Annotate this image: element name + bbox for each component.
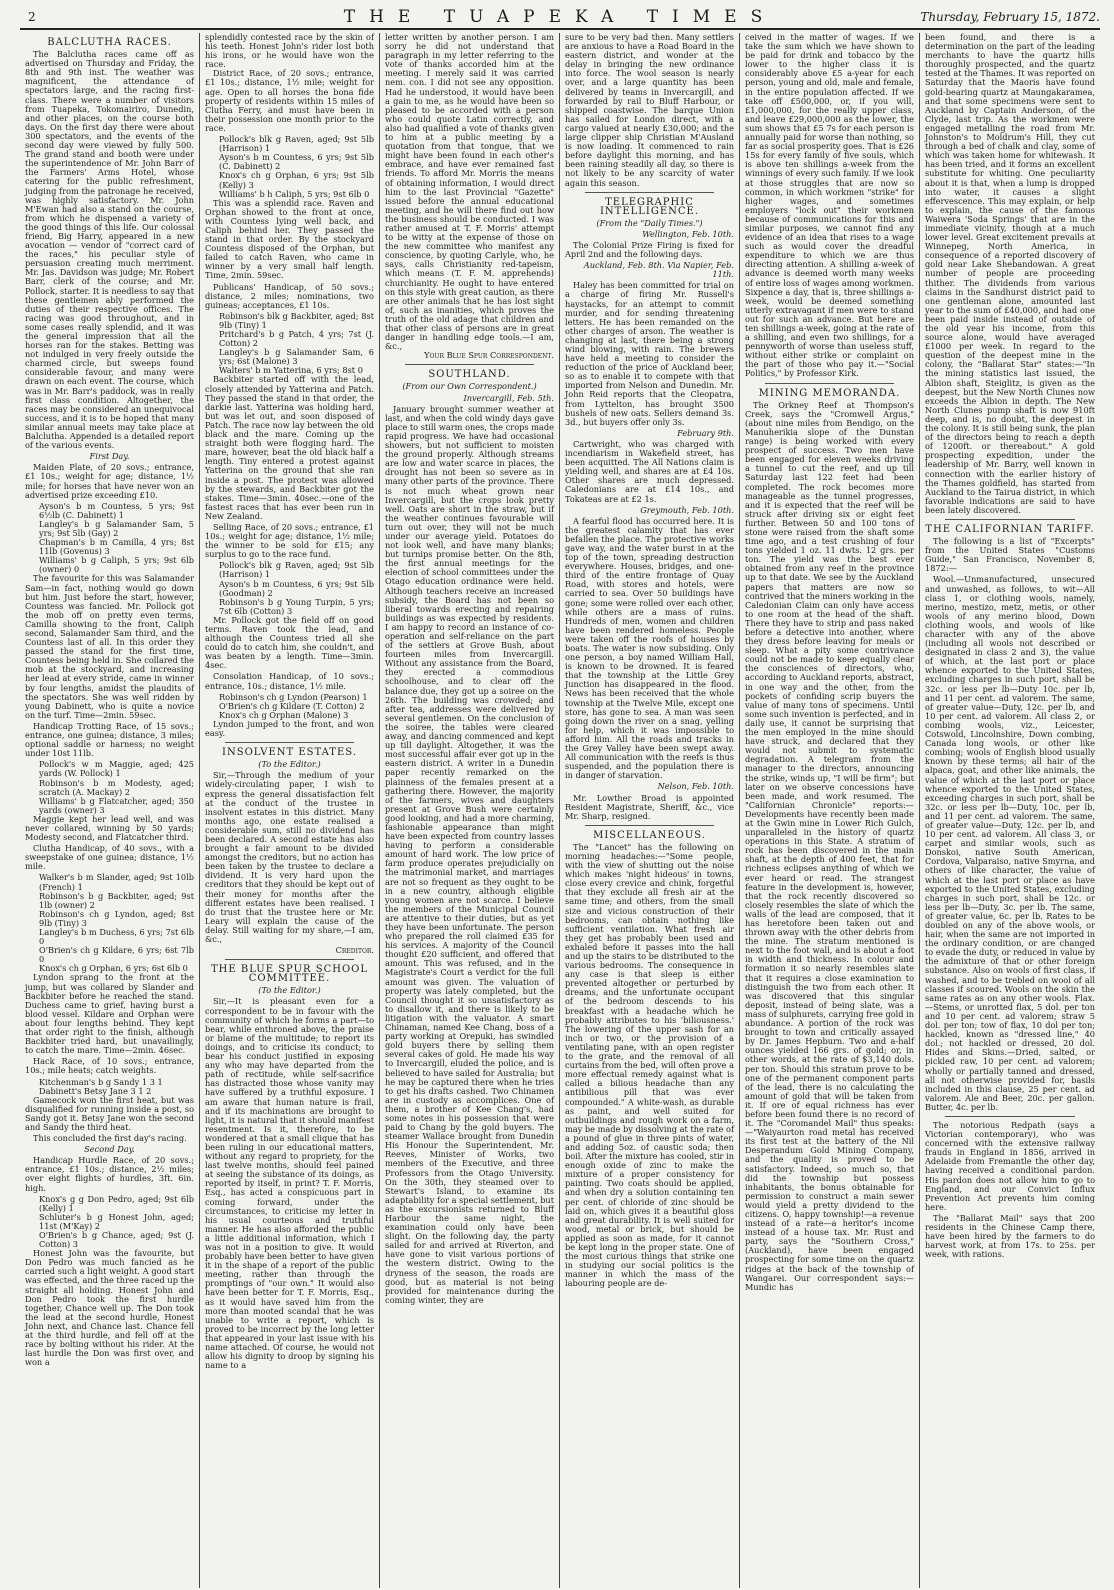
race-report: This was a splendid race. Raven and Orphan showed to the front at once, with Countess lying well back, and Caliph behind her. They passed the stand in that order. By the stockyard Countess disposed of the Orphan, but failed to catch Raven, who came in winner by a very small half length. Time, 2min. 59sec. xyxy=(205,197,374,281)
race-report: Lyndon sprang to the front at the jump, but was collared by Slander and Backbiter before he reached the stand. Duchess came to grief, having burst a blood vessel. Kildare and Orphan were about four lengths behind. They kept that order right to the finish, although Backbiter tried hard, but unavailingly, to catch the mare. Time—2min. 46sec. xyxy=(25,972,194,1056)
race-report: This concluded the first day's racing. xyxy=(33,1133,187,1144)
telegraphic-heading: TELEGRAPHIC INTELLIGENCE. xyxy=(599,196,700,217)
race-conditions: Consolation Handicap, of 10 sovs.; entrance, 10s.; distance, 1½ mile. xyxy=(205,671,374,691)
article-continuation: sure to be very bad then. Many settlers are anxious to have a Road Board in the eastern district, and wonder at the delay in bringing the new ordinance into force. The wool season is nearly over, and a large quantity has been delivered by teams in Invercargill, and forwarded by rail to Bluff Harbour, or shipped coastwise. The barque Union has sailed for London direct, with a cargo valued at nearly £30,000; and the large clipper ship Christian M'Ausland is now loading. It commenced to rain before daylight this morning, and has been raining steadily all day, so there is not likely to be any scarcity of water again this season. xyxy=(565,33,734,188)
dateline: Invercargill, Feb. 5th. xyxy=(463,392,554,403)
race-result: Knox's ch g Orphan, 6 yrs; 9st 5lb (Kelly) 3 xyxy=(219,170,374,190)
letter-subheading: (To the Editor.) xyxy=(258,759,321,770)
race-report: The favourite for this was Salamander Sam—in fact, nothing would go down but him. Just before the start, however, Countess was fancied. Mr. Pollock got the mob off on pretty even terms, Camilla showing to the front, Caliph second, Salamander Sam third, and the Countess last of all. In this order they passed the stand for the first time, Countess being held in. She collared the mob at the stockyard, and increasing her lead at every stride, came in winner by four lengths, amidst the plaudits of the spectators. She was well ridden by young Dabinett, who is quite a novice on the turf. Time—2min. 59sec. xyxy=(25,573,194,720)
mining-memoranda-heading: MINING MEMORANDA. xyxy=(758,387,901,399)
race-result: O'Brien's b g Chance, aged; 9st (J. Cotton) 3 xyxy=(39,1230,194,1250)
race-result: Robinson's b g Young Turpin, 5 yrs; 7st 6lb (Cotton) 3 xyxy=(219,596,374,616)
miscellaneous-heading: MISCELLANEOUS. xyxy=(593,829,706,841)
race-conditions: Maiden Plate, of 20 sovs.; entrance, £1 10s.; weight for age; distance, 1½ mile; for horses that have never won an advertised prize exceeding £10. xyxy=(25,462,194,500)
section-divider xyxy=(225,742,354,743)
newspaper-title: THE TUAPEKA TIMES xyxy=(343,7,777,27)
race-result: Robinson's b g Backbiter, aged; 9st 1lb (owner) 2 xyxy=(39,890,194,910)
race-result: Pritchard's b g Patch, 4 yrs; 7st (J. Cotton) 2 xyxy=(219,329,374,349)
race-result: Knox's ch g Orphan (Malone) 3 xyxy=(219,709,349,720)
race-report: Gamecock won the first heat, but was disqualified for running inside a post, so Sandy got it. Betsy Jane won the second and Sandy the third heat. xyxy=(25,1094,194,1132)
race-conditions: Handicap Hurdle Race, of 20 sovs.; entrance, £1 10s.; distance, 2½ miles; over eight flights of hurdles, 3ft. 6in. high. xyxy=(25,1155,194,1193)
source-note: (From the "Daily Times.") xyxy=(596,217,703,228)
race-result: Williams' b h Caliph, 5 yrs; 9st 6lb 0 xyxy=(219,188,370,199)
news-item: A fearful flood has occurred here. It is the greatest calamity that has ever befallen the place. The protective works gave way, and the water burst in at the top of the town, spreading destruction everywhere. Houses, bridges, and one-third of the entire frontage of Quay Road, with stores and hotels, were carried to sea. Over 50 buildings have gone; some were rolled over each other, while others are a mass of ruins. Hundreds of men, women and children have been rendered homeless. People were taken off the roofs of houses by boats. The water is now subsiding. Only one person, a boy named William Hall, is known to be drowned. It is feared that the township at the Little Grey Junction has disappeared in the flood. News has been received that the whole township at the Twelve Mile, except one store, has gone to sea. A man was seen going down the river on a snag, yelling for help, which it was impossible to afford him. All the roads and tracks in the Grey Valley have been swept away. All communication with the reefs is thus suspended, and the population there is in danger of starvation. xyxy=(565,515,734,781)
letter-signature: Your Blue Spur Correspondent. xyxy=(424,350,554,361)
race-result: Chapman's b m Camilla, 4 yrs; 8st 11lb (Govenus) 3 xyxy=(39,537,194,557)
race-result: Robinson's ch g Lyndon (Pearson) 1 xyxy=(219,691,368,702)
news-item: Haley has been committed for trial on a charge of firing Mr. Russell's haystacks, for an attempt to commit murder, and for sending threatening letters. He has been remanded on the other charges of arson. The weather is changing at last, there being a strong wind blowing, with rain. The brewers have held a meeting to consider the reduction of the price of Auckland beer, so as to enable it to compete with that imported from Nelson and Dunedin. Mr. John Reid reports that the Cleopatra, from Lyttelton, has brought 3500 bushels of new oats. Sellers demand 3s. 3d., but buyers offer only 3s. xyxy=(565,280,734,427)
section-divider xyxy=(585,825,714,826)
article-columns xyxy=(20,33,1100,1588)
race-result: Ayson's b m Countess, 6 yrs; 9st 5lb (C. Dabinett) 2 xyxy=(219,152,374,172)
southland-heading: SOUTHLAND. xyxy=(428,369,511,381)
article-continuation: letter written by another person. I am sorry he did not understand that paragraph in my letter referring to the vote of thanks accorded him at the meeting. I merely said it was carried nem. con. I did not see any opposition. Had he understood, it would have been a gain to me, as he would have been so pleased to be accorded with a person who could quote Latin correctly, and also had qualified a vote of thanks given to him at a public meeting by a quotation from that tongue, that we might have been found in each other's embrace, and have ever remained fast friends. To afford Mr. Morris the means of obtaining information, I would direct him to the last Provincial "Gazette" issued before the annual educational meeting, and he will there find out how the business should be conducted. I was rather amused at T. F. Morris' attempt to be witty at the expense of those on the new committee who manifest any conscience, by quoting Carlyle, who, he says, calls Christianity red-tapeism, which means (T. F. M. apprehends) churchianity. He ought to have entered on this style with great caution, as there are other animals that he has lost sight of, such as inanities, which proves the truth of the old adage that children and that other class of persons are in great danger in handling edge tools.—I am, &c., xyxy=(385,33,554,352)
race-conditions: Hack Race, of 10 sovs.; entrance, 10s.; mile heats; catch weights. xyxy=(25,1056,194,1076)
race-result: Pollock's blk g Raven, aged; 9st 5lb (Harrison) 1 xyxy=(219,134,374,154)
race-result: Robinson's ch g Lyndon, aged; 8st 9lb (Tiny) 3 xyxy=(39,908,194,928)
race-result: Pollock's blk g Raven, aged; 9st 5lb (Harrison) 1 xyxy=(219,560,374,580)
letter-body: Sir,—It is pleasant even for a correspondent to be in favour with the community of which he forms a part—to bear, while enthroned above, the praise or blame of the multitude; to report its doings, and to criticise its conduct; to bear his conduct justified in exposing any who may have departed from the path of rectitude, while self-sacrifice has distracted those whose vanity may have suffered by a truthful exposure. I am aware that human nature is frail, and if its machinations are brought to light, it is natural that it should manifest resentment. Is it, therefore, to be wondered at that a small clique that has been ruling in our educational matters, without any regard to propriety, for the last twelve months, should feel pained at seeing the substance of its doings, as reported by itself, in print? T. F. Morris, Esq., has acted a conspicuous part in coming forward, under the circumstances, to criticise my letter in his usual courteous and truthful manner. He has also afforded the public a little additional information, which I was not in a position to give. It would probably have been better to have given it in the shape of a report of the public meeting, rather than through the promptings of "our own." It would also have been better for T. F. Morris, Esq., as it would have saved him from the more than mooted scandal that he was unable to write a report, which is proved to be incorrect by the long letter that appeared in your last issue with his name attached. Of course, he would not allow his dignity to droop by signing his name to a xyxy=(205,996,374,1371)
section-divider xyxy=(945,519,1075,520)
section-divider xyxy=(225,959,354,960)
news-item: The Colonial Prize Firing is fixed for April 2nd and the following days. xyxy=(565,239,734,260)
dateline: Wellington, Feb. 10th. xyxy=(642,228,734,239)
race-result: Langley's b g Salamander Sam, 5 yrs; 9st 5lb (Gay) 2 xyxy=(39,518,194,538)
race-report: Mr. Pollock got the field off on good terms. Raven took the lead, and although the Countess tried all she could do to catch him, she couldn't, and was beaten by a length. Time—3min. 4sec. xyxy=(205,614,374,671)
article-paragraph: Wool.—Unmanufactured, unsecured and unwashed, as follows, to wit—All class 1, or clothing wools, namely, merino, mestizo, metz, metis, or other wools of any merino blood, Down clothing wools, and wools of like character with any of the above (including all wools not described or designated in class 2 and 3), the value of which, at the last port or place whence exported to the United States, excluding charges in such port, shall be 32c. or less per lb—Duty 10c. per lb, and 11 per cent. ad valorem. The same, of greater value—Duty, 12c. per lb, and 10 per cent. ad valorem. All class 2, or combing wools, viz., Leicester, Cotswold, Lincolnshire, Down combing, Canada long wools, or other like combing; wools of English blood usually known by these terms; all hair of the alpaca, goat, and other like animals, the value of which at the last port or place whence exported to the United States, exceeding charges in such port, shall be 32c. or less per lb—Duty, 10c. per lb, and 11 per cent. ad valorem. The same, of greater value—Duty, 12c. per lb, and 10 per cent. ad valorem. All class 3, or carpet and similar wools, such as Donskoi, native South American, Cordova, Valparaiso, native Smyrna, and others of like character, the value of which at the last port or place as have exported to the United States, excluding charges in such port, shall be 12c. or less per lb—Duty, 3c. per lb. The same, of greater value, 6c. per lb. Rates to be doubled on any of the above wools, or hair, when the same are not imported in the ordinary condition, or are changed to evade the duty, or reduced in value by the admixture of that or other foreign substance. Also on wools of first class, if washed, and to be trebled on wool of all classes if scoured. Wools on the skin the same rates as on any other wools. Flax.—Stems, or unrotted flax, 5 dol. per ton and 10 per cent. ad valorem; straw 5 dol. per ton; tow of flax, 10 dol per ton; hackled, known as "dressed line," 40 dol.; not hackled or dressed, 20 dol. Hides and Skins.—Dried, salted, or pickled raw, 10 per cent. ad valorem; wholly or partially tanned and dressed, all not otherwise provided for, basils included in this clause, 25 per cent. ad valorem. Ale and Beer, 20c. per gallon. Butter, 4c. per lb. xyxy=(925,574,1095,1112)
letter-body: Sir,—Through the medium of your widely-circulating paper, I wish to express the general dissatisfaction felt at the conduct of the trustee in insolvent estates in this district. Many months ago, one estate realised a considerable sum, still no dividend has been declared. A second estate has also brought a fair amount to be divided amongst the creditors, but no action has been taken by the trustee to declare a dividend. It is very hard upon the creditors that they should be kept out of their money for months after the different estates have been realised. I do trust that the trustee here or Mr. Leary will explain the cause of the delay. Still waiting for my share,—I am, &c., xyxy=(205,770,374,944)
news-item: Mr. Lowther Broad is appointed Resident Magistrate, Sheriff, &c., vice Mr. Sharp, resigned. xyxy=(565,792,734,821)
race-result: Williams' b g Flatcatcher, aged; 350 yards (owner) 3 xyxy=(39,795,194,815)
column-2 xyxy=(200,33,380,1588)
race-result: Schluter's b g Honest John, aged; 11st (M'Kay) 2 xyxy=(39,1211,194,1231)
race-result: Walker's b m Slander, aged; 9st 10lb (French) 1 xyxy=(39,872,194,892)
race-report: Backbiter started off with the lead, closely attended by Yatterina and Patch. They passed the stand in that order, the darkie last. Yatterina was holding hard, but was let out, and soon disposed of Patch. The race now lay between the old black and the mare. Coming up the straight both were flogging hard. The mare, however, beat the old black half a length. Tiny entered a protest against Yatterina on the ground that she ran inside a post. The protest was allowed by the stewards, and Backbiter got the stakes. Time—3min. 40sec.—one of the fastest races that has ever been run in New Zealand. xyxy=(205,374,374,521)
column-1 xyxy=(20,33,200,1588)
article-paragraph: The following is a list of "Excerpts" from the United States "Customs Guide," San Francisco, November 8, 1872:— xyxy=(925,536,1095,574)
race-conditions: District Race, of 20 sovs.; entrance, £1 10s.; distance, 1½ mile; weight for age. Open to all horses the bona fide property of residents within 15 miles of Clutha Ferry, and must have been in their possession one month prior to the race. xyxy=(205,68,374,133)
race-result: O'Brien's ch g Kildare (T. Cotton) 2 xyxy=(219,700,365,711)
race-result: Williams' b g Caliph, 5 yrs; 9st 6lb (owner) 0 xyxy=(39,555,194,575)
article-paragraph: The Balclutha races came off as advertised on Thursday and Friday, the 8th and 9th inst. The weather was magnificent, the attendance of spectators large, and the racing first-class. There were a number of visitors from Tuapeka, Tokomairiro, Dunedin, and other places, on the course both days. On the first day there were about 300 spectators, and the events of the second day were viewed by fully 500. The grand stand and booth were under the superintendence of Mr. John Barr of the Farmers' Arms Hotel, whose catering for the public refreshment, judging from the patronage he received, was highly satisfactory. Mr. John M'Ewan had also a stand on the course, from which he dispensed a variety of the good things of this life. Our colossal friend, Big Harry, appeared in a new avocation — vendor of "correct card of the races," his peculiar style of persuasion creating much merriment. Mr. Jas. Davidson was judge; Mr. Robert Barr, clerk of the course; and Mr. Pollock, starter. It is needless to say that these gentlemen ably performed the duties of their respective offices. The racing was good throughout, and in some cases really splendid, and it was the general impression that all the horses ran for the stakes. Betting was not indulged in very freely outside the charmed circle, but sweeps found considerable favour, and many were drawn on each event. The course, which was in Mr. Barr's paddock, was in really first class condition. Altogether, the races may be considered an unequivocal success, and it is to be hoped that many similar annual meets may take place at Balclutha. Appended is a detailed report of the various events. xyxy=(25,49,194,451)
dateline: Greymouth, Feb. 10th. xyxy=(640,504,734,515)
race-result: Dabinett's Betsy Jane 3 1 2 xyxy=(39,1085,152,1096)
race-result: Robinson's b m Modesty, aged; scratch (A. Mackay) 2 xyxy=(39,777,194,797)
race-result: Ayson's b m Countess, 5 yrs; 9st 6½lb (C. Dabinett) 1 xyxy=(39,500,194,520)
race-result: Walters' b m Yatterina, 6 yrs; 8st 0 xyxy=(219,365,363,376)
news-item: The "Ballarat Mail" says that 200 residents in the Chinese Camp there, have been hired by the farmers to do harvest work, at from 17s. to 25s. per week, with rations. xyxy=(925,1212,1095,1260)
page-number: 2 xyxy=(28,10,36,24)
race-result: O'Brien's ch g Kildare, 6 yrs; 6st 7lb 0 xyxy=(39,945,194,965)
article-paragraph: January brought summer weather at last, and when the cold windy days gave place to still warm ones, the crops made rapid progress. We have had occasional showers, but not sufficient to moisten the ground properly. Although streams are low and water scarce in places, the drought has not been so severe as in many other parts of the province. There is not much wheat grown near Invercargill, but the crops look pretty well. Oats are short in the straw, but if the weather continues favourable will turn out over, they will not be much under our average yield. Potatoes do not look well, and have many blanks; but turnips promise better. On the 8th, the first annual meetings for the election of school committees under the Otago education ordinance were held. Although teachers receive an increased subsidy, the Board has not been so liberal towards erecting and repairing buildings as was expected by residents. I am happy to record an instance of co-operation and self-reliance on the part of the settlers at Grove Bush, about fourteen miles from Invercargill. Without any assistance from the Board, they erected a commodious schoolhouse, and to clear off the balance due, they got up a soiree on the 26th. The building was crowded; and after tea, addresses were delivered by several gentlemen. On the conclusion of the soiree, the tables were cleared away, and dancing commenced and kept up till daylight. Altogether, it was the most successful affair ever got up in the eastern district. A writer in a Dunedin paper recently remarked on the plainness of the females present at a gathering there. However, the majority of the farmers, wives and daughters present at Grove Bush were certainly good looking, and had a more charming, fashionable appearance than might have been expected from country lasses having to perform a considerable amount of hard work. The low price of farm produce operates prejudicially on the matrimonial market, and marriages are not so frequent as they ought to be in a new country, although eligible young women are not scarce. I believe the members of the Municipal Council are attentive to their duties, but as yet they have been unfortunate. The person who prepared the roll claimed £35 for his services. A majority of the Council thought £20 sufficient, and offered that amount. This was refused, and in the Magistrate's Court a verdict for the full amount was given. The valuation of property was lately completed, but the Council thought it so unsatisfactory as to disallow it, and there is likely to be litigation with the valuator. A smart Chinaman, named Kee Chang, boss of a party working at Orepuki, has swindled gold buyers there by selling them several cakes of gold. He made his way to Invercargill, eluded the police, and is believed to have sailed for Australia; but he may be captured there when he tries to get his drafts cashed. Two Chinamen are in custody as accomplices. One of them, a brother of Kee Chang's, had some notes in his possession that were paid to Chang by the gold buyers. The steamer Wallace brought from Dunedin His Honour the Superintendent, Mr. Reeves, Minister of Works, two members of the Executive, and three Professors from the Otago University. On the 30th, they steamed over to Stewart's Island, to examine its adaptability for a special settlement, but as the excursionists returned to Bluff Harbour the same night, the examination could only have been slight. On the following day, the party sailed for and arrived at Riverton, and have gone to visit various portions of the western district. Owing to the dryness of the season, the roads are good, but as material is not being provided for maintenance during the coming winter, they are xyxy=(385,403,554,1305)
letter-subheading: (To the Editor.) xyxy=(258,985,321,996)
issue-date: Thursday, February 15, 1872. xyxy=(920,10,1100,24)
masthead xyxy=(20,6,1100,30)
article-continuation: ceived in the matter of wages. If we take the sum which we have shown to be paid for drink and tobacco by the lower to the higher class it is considerably above £5 a-year for each person, young and old, male and female, in the entire population affected. If we take off £500,000, or, if you will, £1,000,000, for the really upper class, and leave £29,000,000 as the lower, the sum shows that £5 7s for each person is annually paid for worse than nothing, so far as social prosperity goes. That is £26 15s for every family of five souls, which is above ten shillings a-week from the winnings of every such family. If we look at those struggles that are now so common, in which workmen "strike" for higher wages, and sometimes employers "lock out" their workmen because of communications for this and similar purposes, we cannot find any evidence of an idea that rises to a wage such as would cover the dreadful expenditure to which we are thus directing attention. A shilling a-week of advance is deemed worth many weeks of entire loss of wages among workmen. Sixpence a day, that is, three shillings a-week, would be deemed something utterly extravagant if men were to stand out for such an advance. But here are ten shillings a-week, going at the rate of a shilling, and even two shillings, for a pennyworth of worse than useless stuff, without either strike or complaint on the part of those who pay it.—"Social Politics," by Professor Kirk. xyxy=(745,33,914,379)
blue-spur-heading: THE BLUE SPUR SCHOOL COMMITTEE. xyxy=(210,964,369,985)
race-result: Knox's ch g Orphan, 6 yrs; 6st 6lb 0 xyxy=(39,963,188,974)
day-heading: Second Day. xyxy=(84,1144,135,1155)
column-3 xyxy=(380,33,560,1588)
race-conditions: Publicans' Handicap, of 50 sovs.; distance, 2 miles; nominations, two guineas; acceptances, £1 10s. xyxy=(205,281,374,310)
news-item: The notorious Redpath (says a Victorian contemporary), who was concerned with the extensive railway frauds in England in 1856, arrived in Adelaide from Fremantle the other day, having received a conditional pardon. His pardon does not allow him to go to England, and our Convict Influx Prevention Act prevents him coming here. xyxy=(925,1119,1095,1212)
article-continuation: splendidly contested race by the skin of his teeth. Honest John's rider lost both his irons, or he would have won the race. xyxy=(205,33,374,70)
correspondent-note: (From our Own Correspondent.) xyxy=(402,381,537,392)
race-result: Langley's b g Salamander Sam, 6 yrs; 6st (Malone) 3 xyxy=(219,347,374,367)
race-conditions: Clutha Handicap, of 40 sovs., with a sweepstake of one guinea; distance, 1½ mile. xyxy=(25,843,194,872)
column-6 xyxy=(920,33,1100,1588)
insolvent-estates-heading: INSOLVENT ESTATES. xyxy=(222,747,357,759)
section-divider xyxy=(585,192,714,193)
section-divider xyxy=(945,1116,1075,1117)
column-4 xyxy=(560,33,740,1588)
article-continuation: been found, and there is a determination on the part of the leading merchants to have the quartz hills thoroughly prospected, and the quartz tested at the Thames. It was reported on Saturday that the Maoris have found gold-bearing quartz at Maungakaramea, and that some specimens were sent to Auckland by Captain Anderson, of the Clyde, last trip. As the workmen were engaged metalling the road from Mr. Johnston's to Moldrum's Hill, they cut through a bed of chalk and clay, some of which was taken home for whitewash. It has been tried, and it forms an excellent substitute for whiting. One peculiarity about it is that, when a lump is dropped into water, it causes a slight effervescence. This may explain, or help to explain, the cause of the famous Waiwera 'Soda Springs' that are in the immediate vicinity, though at a much lower level. Great excitement prevails at Winnepeg, North America, in consequence of a reported discovery of gold near Lake Shebandowan. A great number of people are proceeding thither. The dividends from various claims in the Sandhurst district paid to one gentleman alone, amounted last year to the sum of £40,000, and had one been paid inside instead of outside of the old year his income, from this source alone, would have averaged £1000 per week. In regard to the question of the deepest mine in the colony, the "Ballarat Star" states:—"In the mining statistics last issued, the Albion shaft, Steiglitz, is given as the deepest, but the New North Clunes now exceeds the Albion in depth. The New North Clunes pump shaft is now 910ft deep, and is, no doubt, the deepest in the colony. It is still being sunk, the plan of the directors being to reach a depth of 1200ft. or thereabout." A gold prospecting expedition, under the leadership of Mr. Barry, well known in connection with the earlier history of the Thames goldfield, has started from Auckland to the Tairua district, in which favorable indications are said to have been lately discovered. xyxy=(925,33,1095,515)
race-conditions: Handicap Trotting Race, of 15 sovs.; entrance, one guinea; distance, 3 miles; optional saddle or harness; no weight under 10st 11lb. xyxy=(25,720,194,759)
race-result: Langley's b m Duchess, 6 yrs; 7st 6lb 0 xyxy=(39,927,194,947)
race-report: Honest John was the favourite, but Don Pedro was much fancied as he carried such a light weight. A good start was effected, and the three raced up the straight all holding. Honest John and Don Pedro took the first hurdle together, Chance well up. The Don took the lead at the second hurdle, Honest John next, and Chance last. Chance fell at the third hurdle, and fell off at the race by bolting without his rider. At the last hurdle the Don was first over, and won a xyxy=(25,1248,194,1368)
dateline: Nelson, Feb. 10th. xyxy=(657,781,734,792)
letter-signature: Creditor. xyxy=(335,945,374,956)
race-result: Ayson's b m Countess, 6 yrs; 9st 5lb (Goodman) 2 xyxy=(219,578,374,598)
section-divider xyxy=(765,383,894,384)
column-5 xyxy=(740,33,920,1588)
race-result: Knox's g g Don Pedro, aged; 9st 6lb (Kelly) 1 xyxy=(39,1193,194,1213)
dateline: February 9th. xyxy=(677,427,734,438)
day-heading: First Day. xyxy=(89,451,130,462)
race-report: Maggie kept her lead well, and was never collared, winning by 50 yards; Modesty second, and Flatcatcher third. xyxy=(25,813,194,843)
balclutha-races-heading: BALCLUTHA RACES. xyxy=(47,37,172,48)
race-result: Robinson's blk g Backbiter, aged; 8st 9lb (Tiny) 1 xyxy=(219,310,374,330)
section-divider xyxy=(405,364,534,365)
californian-tariff-heading: THE CALIFORNIAN TARIFF. xyxy=(925,523,1095,535)
race-report: Lyndon jumped to the front, and won easy. xyxy=(205,718,374,739)
news-item: Cartwright, who was charged with incendiarism in Wakefield street, has been acquitted. The All Nations claim is yielding well, and shares are at £4 10s. Other shares are much depressed. Caledonians are at £14 10s., and Tokateas are at £2 1s. xyxy=(565,438,734,504)
race-result: Kitchenman's b g Sandy 1 3 1 xyxy=(39,1076,163,1087)
race-conditions: Selling Race, of 20 sovs.; entrance, £1 10s.; weight for age; distance, 1½ mile; the winner to be sold for £15; any surplus to go to the race fund. xyxy=(205,521,374,560)
article-paragraph: The Orkney Reef at Thompson's Creek, says the "Cromwell Argus," (about nine miles from Bendigo, on the Manuherikia slope of the Dunstan range) is being worked with every prospect of success. Two men have been engaged for eleven weeks driving a tunnel to cut the reef, and up till Saturday last 122 feet had been completed. The rock becomes more manageable as the tunnel progresses, and it is expected that the reef will be struck after driving six or eight feet further. Between 50 and 100 tons of stone were raised from the shaft some time ago, and a test crushing of four tons yielded 1 oz. 11 dwts. 12 grs. per ton. The yield was the best ever obtained from any reef in the province up to that date. We see by the Auckland papers that matters are now so contrived that the miners working in the Caledonian Claim can only have access to one room at the head of the shaft. There they have to strip and pass naked before a detective into another, where they dress before leaving for meals or sleep. What a pity some contrivance could not be made to keep equally clear the consciences of directors, who, according to Auckland reports, abstract, in one way and the other, from the pockets of confiding scrip buyers the value of many tons of specimens. Until some such invention is perfected, and in daily use, it cannot be surprising that the men employed in the mine should have struck, and declared that they would not submit to systematic degradation. A telegram from the manager to the directors, announcing the strike, winds up, "I will be firm"; but later on we observe concessions have been made, and work resumed. The "Californian Chronicle" reports:—Developments have recently been made at the Gwin mine in Lower Rich Gulch, unparalleled in the history of quartz operations in this State. A stratum of rock has been discovered in the main shaft, at the depth of 400 feet, that for richness eclipses anything of which we ever heard or read. The strangest feature in the development is, however, that the rock recently discovered so closely resembles the slate of which the walls of the lead are composed, that it has heretofore been taken out and thrown away with the other debris from the mine. The stratum mentioned is next to the foot wall, and is about a foot in width and thickness. In colour and formation it so nearly resembles slate that it requires a close examination to distinguish the two from each other. It was discovered that this singular deposit, instead of being slate, was a mass of sulphurets, carrying free gold in abundance. A portion of the rock was brought to town and critically assayed by Dr. James Hepburn. Two and a-half ounces yielded 166 grs. of gold; or, in other words, at the rate of $3,140 dols. per ton. Should this stratum prove to be one of the permanent component parts of the lead, there is no calculating the amount of gold that will be taken from it. If ore of equal richness has ever before been found there is no record of it. The "Coromandel Mail" thus speaks:—"Waiyaurton road metal has received its first test at the battery of the Nil Desperandum Gold Mining Company, and the quality is proved to be satisfactory. Indeed, so much so, that did the township but possess inhabitants, the bonus obtainable for permission to construct a main sewer would yield a pretty dividend to the citizens. O, happy township!—a revenue instead of a rate—a heritor's income instead of a house tax. Mr. Rust and party, says the "Southern Cross," (Auckland), have been engaged prospecting for some time on the quartz ridges at the back of the township of Wangarei. Our correspondent says:—Mundic has xyxy=(745,399,914,1292)
article-paragraph: The "Lancet" has the following on morning headaches:—"Some people, with the view of shutting out the noise which makes 'night hideous' in towns, close every crevice and chink, forgetful that they exclude all fresh air at the same time; and others, from the small size and vicious construction of their bedrooms, can obtain nothing like sufficient ventilation. What fresh air they get has probably been used and exhaled before it passes into the hall and up the stairs to be distributed to the various bedrooms. The consequence in any case is that sleep is either prevented altogether or perturbed by dreams, and the unfortunate occupant of the bedroom descends to his breakfast with a headache which he probably attributes to his 'biliousness.' The lowering of the upper sash for an inch or two, or the provision of a ventilating pane, with an open register to the grate, and the removal of all curtains from the bed, will often prove a more effectual remedy against what is called a bilious headache than any antibilious pill that was ever compounded." A white-wash, as durable as paint, and well suited for outbuildings and rough work on a farm, may be made by dissolving at the rate of a pound of glue in three pints of water, and adding 5oz. of caustic soda; then boil. After the mixture has cooled, stir in enough oxide of zinc to make the mixture of a proper consistency for painting. Two coats should be applied, and when dry a solution containing ten per cent. of chloride of zinc should be laid on, which gives it a beautiful gloss and great durability. It is well suited for wood, metal or brick, but should be applied as soon as made, for it cannot be kept long in the proper state. One of the most curious things that strike one in studying our social politics is the manner in which the mass of the labouring people are de- xyxy=(565,841,734,1289)
dateline: Auckland, Feb. 8th. Via Napier, Feb. 11th. xyxy=(583,260,734,280)
race-result: Pollock's w m Maggie, aged; 425 yards (W. Pollock) 1 xyxy=(39,759,194,779)
